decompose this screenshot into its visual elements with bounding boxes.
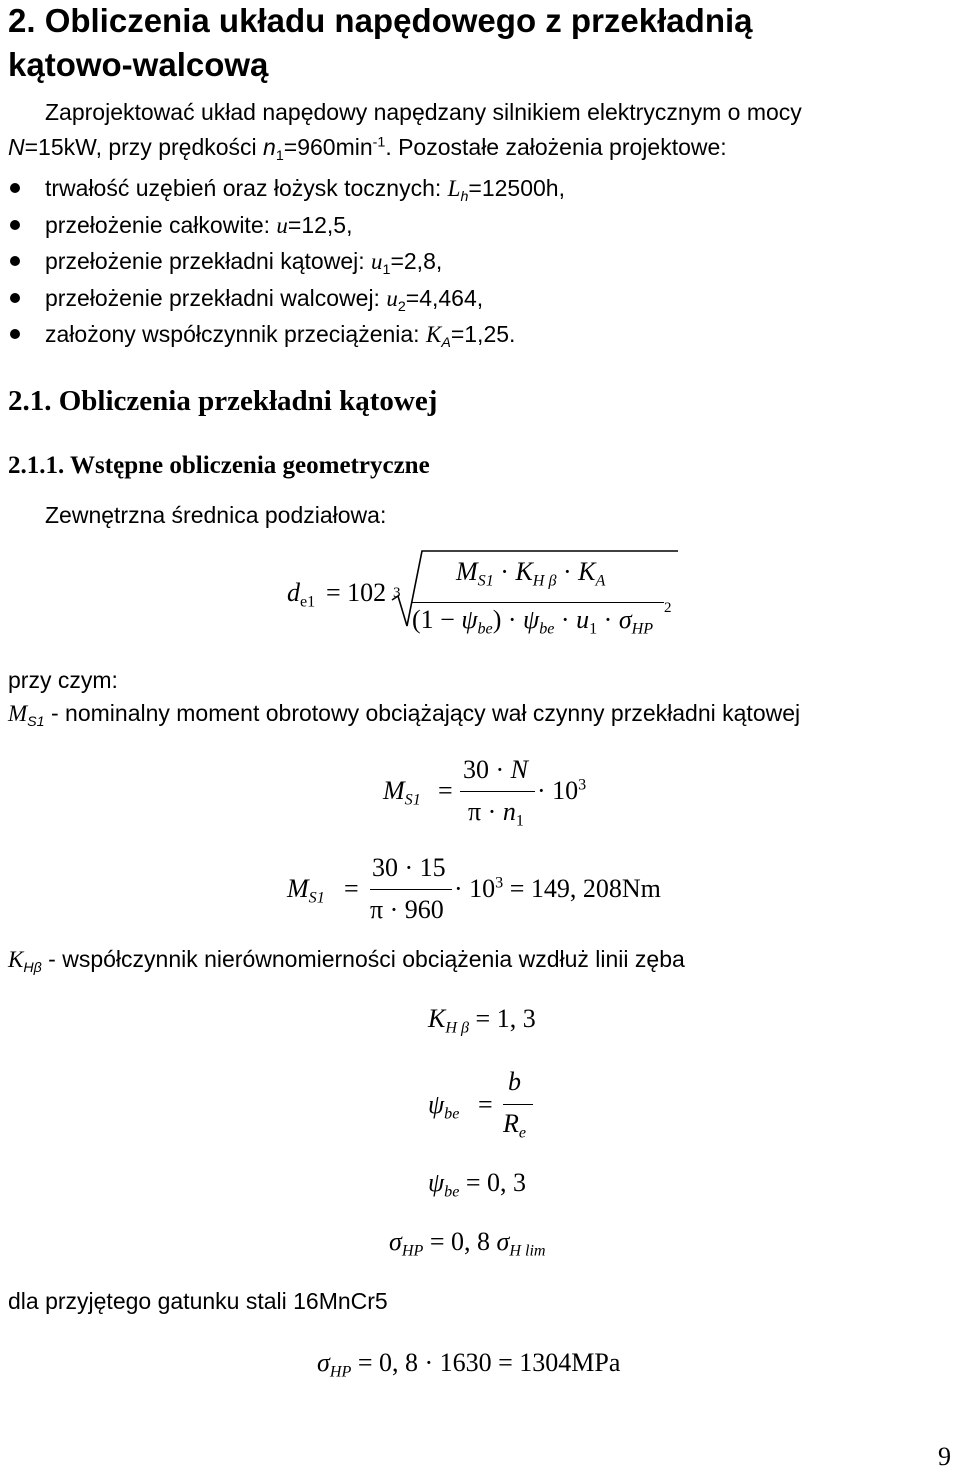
formula-sigma-definition: $\sigma_{HP} = 0$, 8 $\sigma_{H lim}$ xyxy=(389,1227,546,1260)
fraction-bar xyxy=(503,1104,533,1105)
list-item: trwałość uzębień oraz łożysk tocznych: $L_h=12500h$, xyxy=(8,170,565,207)
list-item: przełożenie całkowite: u=12,5, xyxy=(8,207,565,244)
speed-symbol-sub: 1 xyxy=(275,147,284,164)
fraction-bar xyxy=(370,889,452,890)
list-item: założony współczynnik przeciążenia: $K_A=1,25$. xyxy=(8,316,565,353)
speed-value: =960min xyxy=(283,134,373,160)
ms1-description: $M_{S1}$ - nominalny moment obrotowy obciążający wał czynny przekładni kątowej xyxy=(8,700,801,730)
assumptions-list xyxy=(8,170,565,353)
chapter-title-line2: kątowo-walcową xyxy=(8,46,269,83)
section-heading-2-1: 2.1. Obliczenia przekładni kątowej xyxy=(8,385,438,417)
pitch-diameter-label: Zewnętrzna średnica podziałowa: xyxy=(45,502,387,528)
fraction-bar xyxy=(412,602,664,603)
intro-line1: Zaprojektować układ napędowy napędzany silnikiem elektrycznym o mocy xyxy=(45,99,802,125)
speed-symbol: n xyxy=(263,134,276,160)
formula-sigma-value: $\sigma_{HP} = 0$, 8 · 1630 = 1304MPa xyxy=(317,1348,621,1381)
formula-psi-value: $\psi_{be} = 0$, 3 xyxy=(428,1168,527,1201)
where-label: przy czym: xyxy=(8,667,118,693)
power-value: =15kW, przy prędkości xyxy=(24,134,264,160)
fraction-bar xyxy=(460,791,535,792)
page-number: 9 xyxy=(938,1442,951,1471)
section-heading-2-1-1: 2.1.1. Wstępne obliczenia geometryczne xyxy=(8,452,430,479)
formula-khb: $K_{H \beta} = 1$, 3 xyxy=(428,1004,536,1037)
intro-line2 xyxy=(8,134,727,164)
list-item: przełożenie przekładni kątowej: $u_1=2,8$, xyxy=(8,243,565,280)
chapter-title-line1: 2. Obliczenia układu napędowego z przekładnią xyxy=(8,2,753,39)
list-item: przełożenie przekładni walcowej: $u_2=4,464$, xyxy=(8,280,565,317)
power-symbol: N xyxy=(8,134,25,160)
denominator-exponent: 2 xyxy=(664,600,672,616)
intro-rest: . Pozostałe założenia projektowe: xyxy=(385,134,727,160)
speed-exponent: -1 xyxy=(372,134,386,151)
steel-label: dla przyjętego gatunku stali 16MnCr5 xyxy=(8,1288,388,1314)
root-index: 3 xyxy=(393,585,401,601)
khb-description: $K_{H\beta}$ - współczynnik nierównomierności obciążenia wzdłuż linii zęba xyxy=(8,946,685,976)
